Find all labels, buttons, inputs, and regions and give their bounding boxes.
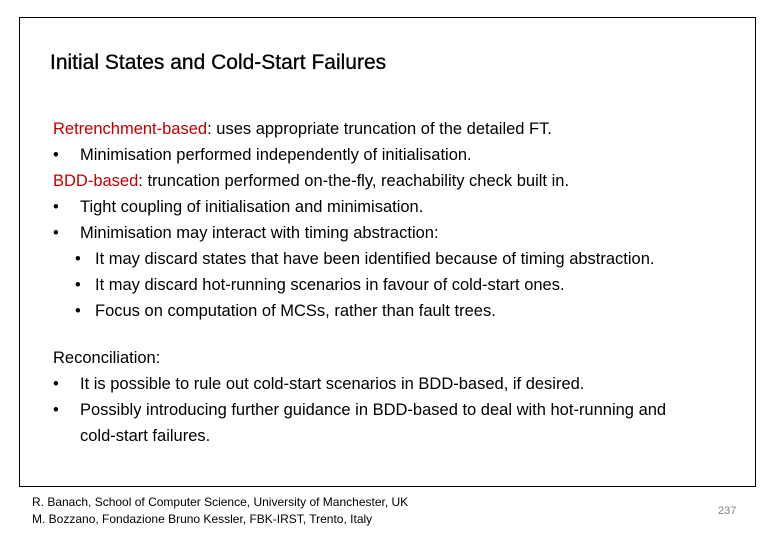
bullet-icon: •	[53, 198, 59, 216]
bullet-icon: •	[53, 146, 59, 164]
footer-line-2: M. Bozzano, Fondazione Bruno Kessler, FBK-IRST, Trento, Italy	[32, 512, 373, 526]
list-item	[53, 142, 655, 168]
body-section-approaches	[53, 116, 655, 324]
body-section-reconciliation	[53, 345, 666, 449]
page-number: 237	[718, 505, 737, 517]
bullet-icon: •	[75, 302, 81, 320]
bdd-line	[53, 168, 655, 194]
reconciliation-bullet-text-2: Possibly introducing further guidance in BDD-based to deal with hot-running and	[80, 401, 667, 419]
sub-bullet-text: It may discard hot-running scenarios in favour of cold-start ones.	[95, 276, 565, 294]
bullet-icon: •	[75, 276, 81, 294]
bullet-icon: •	[53, 401, 59, 419]
retrenchment-description: : uses appropriate truncation of the detailed FT.	[207, 120, 552, 138]
bdd-bullet-text-2: Minimisation may interact with timing abstraction:	[80, 224, 439, 242]
bdd-term: BDD-based	[53, 172, 139, 190]
list-item	[53, 194, 655, 220]
bdd-bullet-text-1: Tight coupling of initialisation and minimisation.	[80, 198, 424, 216]
list-item	[53, 371, 666, 397]
slide-title: Initial States and Cold-Start Failures	[50, 51, 387, 74]
footer-credits	[32, 494, 408, 528]
reconciliation-bullet-continuation: cold-start failures.	[80, 427, 211, 445]
bullet-icon: •	[53, 224, 59, 242]
list-item	[53, 220, 655, 246]
bdd-description: : truncation performed on-the-fly, reachability check built in.	[138, 172, 570, 190]
reconciliation-heading: Reconciliation:	[53, 349, 161, 367]
footer-line-1: R. Banach, School of Computer Science, University of Manchester, UK	[32, 495, 409, 509]
bullet-icon: •	[75, 250, 81, 268]
sub-list-item	[53, 272, 655, 298]
retrenchment-bullet-text: Minimisation performed independently of initialisation.	[80, 146, 472, 164]
list-item	[53, 397, 666, 423]
sub-list-item	[53, 298, 655, 324]
sub-bullet-text: Focus on computation of MCSs, rather than fault trees.	[95, 302, 496, 320]
sub-list-item	[53, 246, 655, 272]
retrenchment-term: Retrenchment-based	[53, 120, 208, 138]
retrenchment-line	[53, 116, 655, 142]
reconciliation-bullet-text-1: It is possible to rule out cold-start scenarios in BDD-based, if desired.	[80, 375, 585, 393]
sub-bullet-text: It may discard states that have been identified because of timing abstraction.	[95, 250, 655, 268]
bullet-icon: •	[53, 375, 59, 393]
